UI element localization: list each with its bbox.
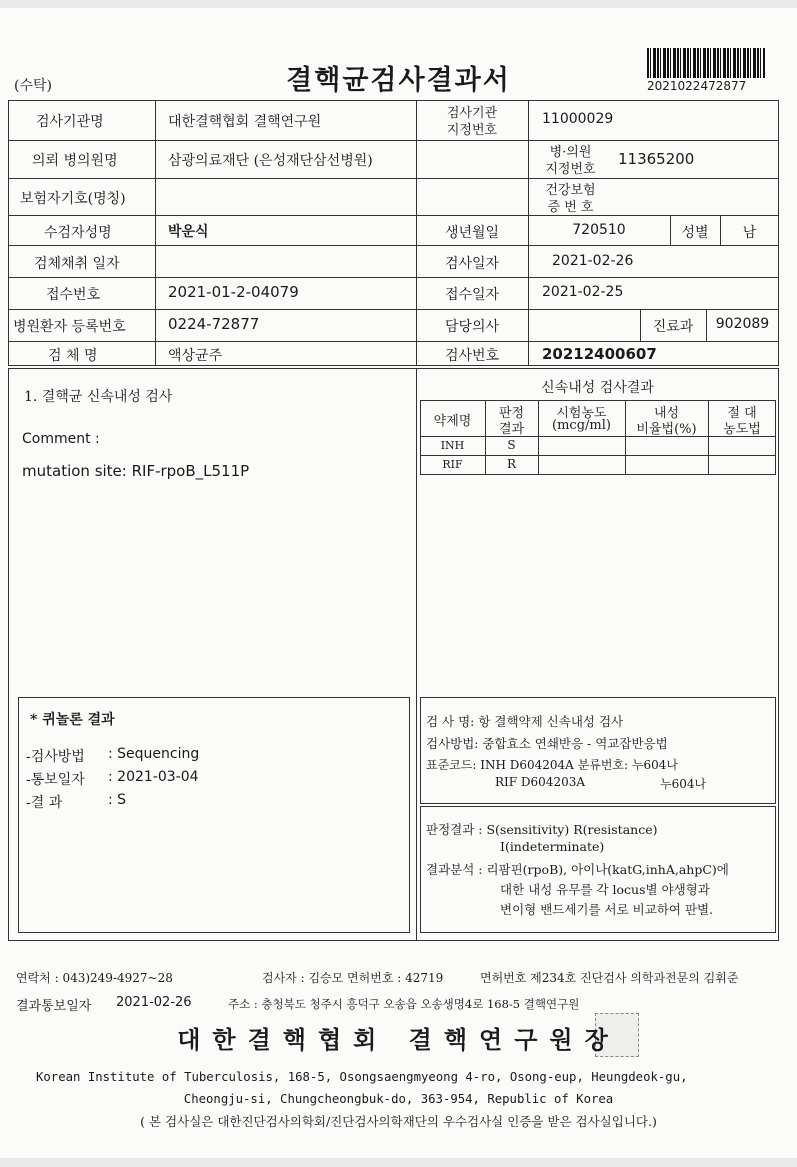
- specimen-value: 액상균주: [168, 348, 223, 364]
- requesting-clinic-value: 삼광의료재단 (은성재단삼선병원): [168, 153, 373, 169]
- method-value: : Sequencing: [108, 746, 200, 762]
- notify-value: : 2021-03-04: [108, 769, 199, 785]
- address: 주소 : 충청북도 청주시 흥덕구 오송읍 오송생명4로 168-5 결핵연구원: [228, 997, 580, 1011]
- test-method: 검사방법: 중합효소 연쇄반응 - 역교잡반응법: [426, 736, 668, 751]
- requesting-clinic-label: 의뢰 병의원명: [32, 153, 118, 169]
- org-name: 대한결핵협회 결핵연구원장: [177, 1025, 620, 1054]
- receipt-date-label: 접수일자: [444, 287, 500, 303]
- specialist: 면허번호 제234호 진단검사 의학과전문의 김휘준: [480, 971, 739, 985]
- test-no-label: 검사번호: [444, 348, 500, 364]
- barcode-number: 2021022472877: [647, 79, 747, 93]
- page-title: 결핵균검사결과서: [286, 65, 511, 96]
- department-value: 902089: [715, 316, 770, 332]
- header-result-2: 결과: [498, 422, 525, 437]
- clinic-code-label-2: 지정번호: [545, 162, 596, 177]
- result-label: -결 과: [26, 795, 63, 811]
- test-name: 검 사 명: 항 결핵약제 신속내성 검사: [426, 714, 624, 729]
- header-absolute-1: 절 대: [727, 406, 757, 421]
- sex-value: 남: [742, 225, 757, 241]
- sex-label: 성별: [681, 225, 709, 241]
- result-value: : S: [108, 792, 127, 808]
- designation-label-1: 검사기관: [446, 106, 498, 121]
- english-address-1: Korean Institute of Tuberculosis, 168-5, Osongsaengmyeong 4-ro, Osong-eup, Heungdeok-gu,: [36, 1070, 688, 1084]
- header-ratio-2: 비율법(%): [636, 422, 697, 437]
- header-concentration-2: (mcg/ml): [552, 418, 611, 433]
- report-date: 2021-02-26: [116, 995, 192, 1010]
- birth-label: 생년월일: [444, 225, 500, 241]
- certification: ( 본 검사실은 대한진단검사의학회/진단검사의학재단의 우수검사실 인증을 받은 검사실입니다.): [140, 1114, 657, 1129]
- receipt-type: (수탁): [14, 78, 52, 94]
- birth-value: 720510: [572, 222, 626, 238]
- health-insurance-label-2: 증 번 호: [547, 200, 594, 215]
- quinolone-box: [18, 697, 410, 933]
- class-code-2: 누604나: [660, 777, 707, 791]
- analysis-line-1: 결과분석 : 리팜핀(rpoB), 아이나(katG,inhA,ahpC)에: [426, 862, 729, 877]
- row-rif-result: R: [506, 457, 517, 471]
- section-title: 1. 결핵균 신속내성 검사: [24, 389, 173, 405]
- header-drug: 약제명: [433, 414, 472, 429]
- patient-name-label: 수검자성명: [44, 225, 112, 241]
- department-label: 진료과: [652, 319, 694, 335]
- patient-name-value: 박운식: [168, 224, 209, 240]
- receipt-no-value: 2021-01-2-04079: [168, 283, 299, 301]
- notify-label: -통보일자: [26, 772, 85, 788]
- analysis-line-3: 변이형 밴드세기를 서로 비교하여 판별.: [500, 902, 714, 917]
- row-rif-drug: RIF: [442, 458, 463, 471]
- analysis-line-2: 대한 내성 유무를 각 locus별 야생형과: [500, 882, 710, 897]
- report-date-label: 결과통보일자: [16, 999, 92, 1014]
- mutation-text: mutation site: RIF-rpoB_L511P: [22, 462, 250, 480]
- hospital-patient-value: 0224-72877: [168, 315, 260, 333]
- insurer-label: 보험자기호(명칭): [20, 191, 126, 207]
- hospital-patient-label: 병원환자 등록번호: [13, 319, 126, 335]
- method-label: -검사방법: [26, 749, 85, 765]
- test-date-value: 2021-02-26: [552, 253, 634, 269]
- receipt-no-label: 접수번호: [46, 287, 101, 303]
- tester: 검사자 : 김승모 면허번호 : 42719: [262, 971, 444, 985]
- test-no-value: 20212400607: [542, 345, 657, 363]
- quinolone-title: * 퀴놀론 결과: [30, 712, 115, 728]
- designation-value: 11000029: [542, 111, 614, 127]
- designation-label-2: 지정번호: [446, 123, 498, 138]
- receipt-date-value: 2021-02-25: [542, 284, 624, 300]
- standard-code-2: RIF D604203A: [495, 775, 586, 789]
- row-inh-drug: INH: [440, 439, 465, 452]
- resistance-title: 신속내성 검사결과: [541, 380, 654, 396]
- clinic-code-label-1: 병·의원: [549, 145, 592, 160]
- header-ratio-1: 내성: [653, 406, 680, 421]
- test-date-label: 검사일자: [444, 256, 500, 272]
- clinic-code-value: 11365200: [618, 150, 695, 168]
- barcode: [647, 48, 765, 78]
- header-concentration-1: 시험농도: [556, 406, 607, 421]
- collection-date-label: 검체채취 일자: [34, 256, 120, 272]
- header-result-1: 판정: [498, 406, 525, 421]
- health-insurance-label-1: 건강보험: [545, 183, 596, 198]
- result-line-1: 판정결과 : S(sensitivity) R(resistance): [426, 822, 658, 837]
- header-absolute-2: 농도법: [723, 422, 761, 437]
- institution-value: 대한결핵협회 결핵연구원: [168, 114, 322, 130]
- comment-label: Comment :: [22, 431, 100, 447]
- standard-code-1: 표준코드: INH D604204A 분류번호: 누604나: [426, 758, 678, 772]
- contact: 연락처 : 043)249-4927~28: [16, 971, 173, 985]
- institution-label: 검사기관명: [36, 114, 104, 130]
- result-line-2: I(indeterminate): [500, 839, 605, 854]
- row-inh-result: S: [507, 438, 516, 452]
- specimen-label: 검 체 명: [48, 348, 98, 364]
- doctor-label: 담당의사: [444, 319, 500, 335]
- english-address-2: Cheongju-si, Chungcheongbuk-do, 363-954, Republic of Korea: [183, 1092, 614, 1106]
